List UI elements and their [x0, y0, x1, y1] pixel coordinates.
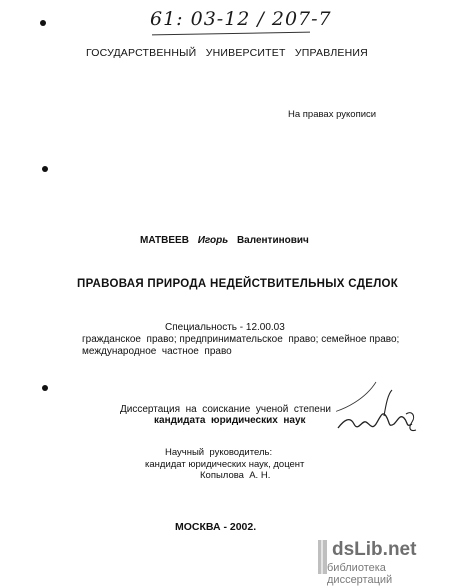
author-surname: МАТВЕЕВ	[140, 235, 189, 246]
author-first-name: Игорь	[197, 235, 229, 246]
archive-stamp: 61: 03-12 / 207-7	[150, 8, 332, 30]
watermark-subtitle: библиотека диссертаций	[327, 562, 393, 586]
supervisor-name: Копылова А. Н.	[200, 470, 271, 481]
stamp-underline	[152, 32, 310, 36]
city-year: МОСКВА - 2002.	[175, 521, 257, 533]
punch-hole-mark	[40, 20, 46, 26]
degree-name: кандидата юридических наук	[154, 415, 306, 426]
university-name: ГОСУДАРСТВЕННЫЙ УНИВЕРСИТЕТ УПРАВЛЕНИЯ	[86, 47, 368, 59]
manuscript-rights-note: На правах рукописи	[288, 109, 377, 120]
punch-hole-mark	[42, 385, 48, 391]
watermark-logo: dsLib.net	[332, 539, 417, 560]
degree-statement: Диссертация на соискание ученой степени	[120, 404, 331, 415]
specialty-code: Специальность - 12.00.03	[165, 322, 285, 333]
author-patronymic: Валентинович	[236, 235, 309, 246]
supervisor-degree: кандидат юридических наук, доцент	[145, 459, 305, 470]
specialty-fields: гражданское право; предпринимательское право; семейное право;	[82, 334, 400, 345]
author-name	[140, 235, 309, 246]
specialty-fields-continued: международное частное право	[82, 346, 232, 357]
dissertation-title: ПРАВОВАЯ ПРИРОДА НЕДЕЙСТВИТЕЛЬНЫХ СДЕЛОК	[77, 278, 399, 290]
supervisor-label: Научный руководитель:	[165, 447, 273, 458]
punch-hole-mark	[42, 166, 48, 172]
handwritten-signature	[336, 380, 418, 440]
